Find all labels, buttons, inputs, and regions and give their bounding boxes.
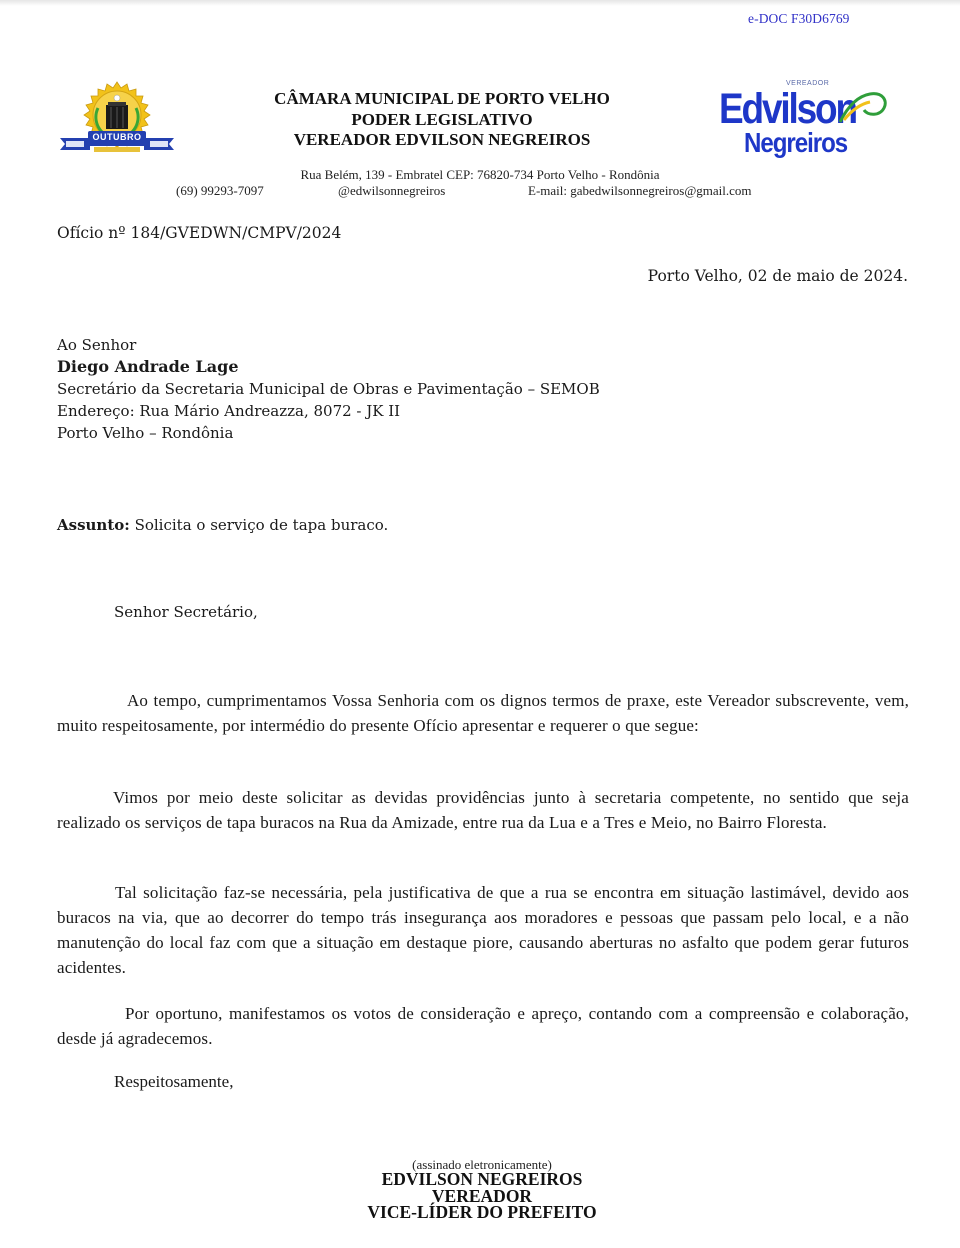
body-paragraph — [57, 1001, 909, 1051]
body-paragraph — [57, 785, 909, 835]
body-paragraph-text: Tal solicitação faz-se necessária, pela justificativa de que a rua se encontra em situação lastimável, devido aos buracos na via, que ao decorrer do tempo trás insegurança aos moradores e pessoas que passam pelo local, e a não manutenção do local faz com que a situação em destaque piore, causando aberturas no asfalto que podem gerar futuros acidentes. — [57, 883, 909, 977]
city-seal-logo — [58, 80, 176, 160]
subject-label: Assunto: — [57, 516, 130, 534]
page-top-shadow — [0, 0, 960, 6]
closing: Respeitosamente, — [114, 1072, 234, 1091]
letterhead-title — [240, 89, 644, 151]
flag-swirl-icon — [834, 86, 894, 136]
signature-block — [342, 1158, 622, 1221]
document-id: e-DOC F30D6769 — [748, 11, 850, 26]
salutation: Senhor Secretário, — [114, 603, 258, 621]
signer-name: EDVILSON NEGREIROS — [381, 1169, 583, 1189]
contact-phone: (69) 99293-7097 — [176, 183, 264, 198]
subject-text: Solicita o serviço de tapa buraco. — [129, 516, 389, 534]
contact-instagram: @edwilsonnegreiros — [338, 183, 446, 198]
chamber-name: CÂMARA MUNICIPAL DE PORTO VELHO — [274, 89, 610, 108]
body-paragraph-text: Ao tempo, cumprimentamos Vossa Senhoria com os dignos termos de praxe, este Vereador subscrevente, vem, muito respeitosamente, por intermédio do presente Ofício apresentar e requerer o que segue: — [57, 691, 909, 735]
signer-role: VEREADOR — [431, 1185, 533, 1206]
recipient-block — [57, 334, 600, 444]
body-paragraph-text: Vimos por meio deste solicitar as devidas providências junto à secretaria competente, no sentido que seja realizado os serviços de tapa buracos na Rua da Amizade, entre rua da Lua e a Tres e Meio, no Bairro Floresta. — [57, 788, 909, 832]
signature-note: (assinado eletronicamente) — [412, 1157, 552, 1172]
recipient-city: Porto Velho – Rondônia — [57, 424, 234, 442]
contact-email: E-mail: gabedwilsonnegreiros@gmail.com — [528, 183, 752, 198]
letter-date: Porto Velho, 02 de maio de 2024. — [647, 267, 908, 285]
recipient-title: Secretário da Secretaria Municipal de Obras e Pavimentação – SEMOB — [57, 380, 600, 398]
body-paragraph-text: Por oportuno, manifestamos os votos de consideração e apreço, contando com a compreensão e colaboração, desde já agradecemos. — [57, 1004, 909, 1048]
brand-logo-name1: Edvilson — [719, 85, 856, 133]
seal-icon — [58, 80, 176, 160]
legislative-power: PODER LEGISLATIVO — [351, 109, 533, 129]
body-paragraph — [57, 880, 909, 980]
brand-logo-top: VEREADOR — [786, 80, 830, 87]
recipient-greeting: Ao Senhor — [57, 336, 137, 354]
recipient-name: Diego Andrade Lage — [57, 357, 239, 376]
body-paragraph — [57, 688, 909, 738]
councilor-name: VEREADOR EDVILSON NEGREIROS — [293, 130, 591, 149]
edvilson-brand-logo — [716, 78, 896, 168]
brand-logo-name2: Negreiros — [744, 127, 848, 158]
recipient-address: Endereço: Rua Mário Andreazza, 8072 - JK II — [57, 402, 401, 420]
oficio-number: Ofício nº 184/GVEDWN/CMPV/2024 — [57, 224, 342, 242]
contact-address: Rua Belém, 139 - Embratel CEP: 76820-734 Porto Velho - Rondônia — [300, 167, 660, 182]
seal-banner-text: OUTUBRO — [92, 132, 142, 142]
signer-position: VICE-LÍDER DO PREFEITO — [367, 1202, 597, 1222]
subject-line — [57, 516, 388, 534]
